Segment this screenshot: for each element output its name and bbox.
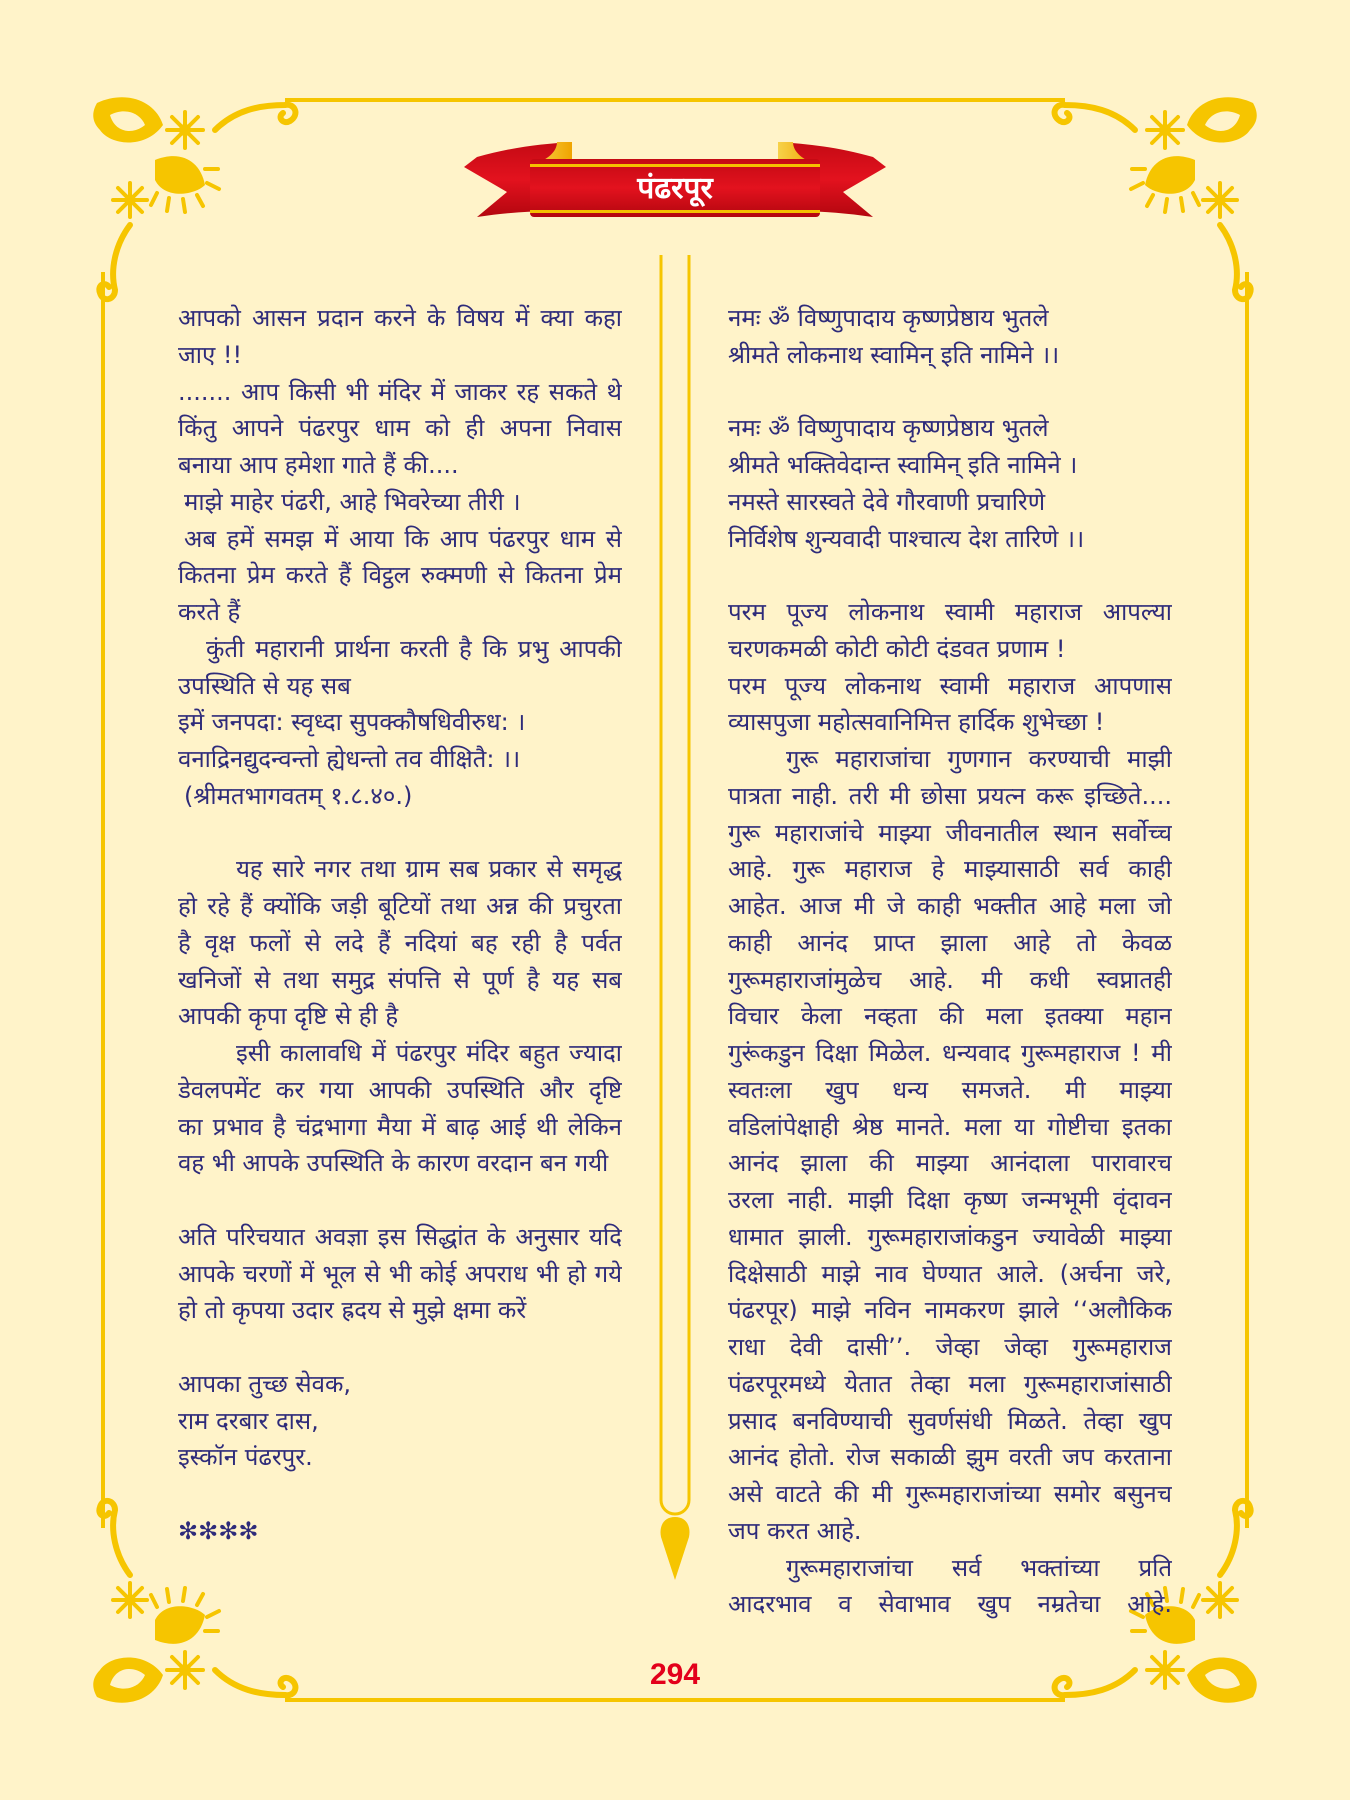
text-line: ✻✻✻✻ [178,1516,259,1545]
blank-line [728,557,1172,594]
text-line: वनाद्रिनद्युदन्वन्तो ह्येधन्तो तव वीक्षितै: ।। [178,745,521,773]
text-line: इसी कालावधि में पंढरपुर मंदिर बहुत ज्यादा [236,1039,622,1067]
blank-line [178,1329,622,1366]
text-line: आनंद झाला की माझ्या आनंदाला पारावारच [728,1149,1172,1178]
text-line: विचार केला नव्हता की मला इतक्या महान [728,1002,1172,1031]
text-line: दिक्षेसाठी माझे नाव घेण्यात आले. (अर्चना जरे, [728,1259,1172,1288]
text-line: श्रीमते लोकनाथ स्वामिन् इति नामिने ।। [728,340,1060,369]
text-line: गुरू महाराजांचा गुणगान करण्याची माझी [786,745,1172,773]
text-line: वडिलांपेक्षाही श्रेष्ठ मानते. मला या गोष्टीचा इतका [728,1112,1172,1141]
border-bottom [285,1698,1065,1702]
text-line: जाए !! [178,340,243,369]
text-line: व्यासपुजा महोत्सवानिमित्त हार्दिक शुभेच्छा ! [728,708,1105,737]
text-line: गुरूमहाराजांमुळेच आहे. मी कधी स्वप्नातही [728,965,1172,994]
text-line: करते हैं [178,598,241,626]
text-line: नमः ॐ विष्णुपादाय कृष्णप्रेष्ठाय भुतले [728,304,1049,332]
text-line: इमें जनपदा: स्वृध्दा सुपक्कौषधिवीरुध: । [178,708,526,737]
corner-ornament-top-left [85,85,315,315]
text-line: राधा देवी दासी’’. जेव्हा जेव्हा गुरूमहाराज [728,1333,1172,1361]
text-line: गुरूंकडुन दिक्षा मिळेल. धन्यवाद गुरूमहाराज ! मी [728,1039,1172,1067]
blank-line [178,815,622,852]
text-line: निर्विशेष शुन्यवादी पाश्चात्य देश तारिणे ।। [728,524,1085,553]
text-line: किंतु आपने पंढरपुर धाम को ही अपना निवास [178,414,622,443]
text-line: राम दरबार दास, [178,1406,319,1435]
page-number: 294 [649,1658,701,1691]
text-line: आनंद होतो. रोज सकाळी झुम वरती जप करताना [728,1443,1172,1472]
text-line: माझे माहेर पंढरी, आहे भिवरेच्या तीरी । [184,487,521,516]
text-line: प्रसाद बनविण्याची सुवर्णसंधी मिळते. तेव्हा खुप [728,1406,1172,1435]
text-line: असे वाटते की मी गुरूमहाराजांच्या समोर बसुनच [728,1480,1172,1508]
right-column [728,300,1172,1623]
text-line: उपस्थिति से यह सब [178,671,351,700]
border-left [101,272,105,1528]
text-line: आपकी कृपा दृष्टि से ही है [178,1002,399,1031]
text-line: काही आनंद प्राप्त झाला आहे तो केवळ [728,928,1172,957]
text-line: आहे. गुरू महाराज हे माझ्यासाठी सर्व काही [728,855,1172,884]
text-line: अति परिचयात अवज्ञा इस सिद्धांत के अनुसार यदि [178,1222,622,1251]
text-line: धामात झाली. गुरूमहाराजांकडुन ज्यावेळी माझ्या [728,1222,1172,1251]
text-line: कुंती महारानी प्रार्थना करती है कि प्रभु आपकी [206,634,622,663]
text-line: गुरू महाराजांचे माझ्या जीवनातील स्थान सर्वोच्च [728,818,1172,847]
left-column [178,300,622,1550]
text-line: है वृक्ष फलों से लदे हैं नदियां बह रही है पर्वत [178,928,622,957]
text-line: आपका तुच्छ सेवक, [178,1369,352,1398]
text-line: ....... आप किसी भी मंदिर में जाकर रह सकते थे [178,377,622,406]
text-line: बनाया आप हमेशा गाते हैं की.... [178,451,459,479]
corner-ornament-top-right [1035,85,1265,315]
text-line: पंढरपूर) माझे नविन नामकरण झाले ‘‘अलौकिक [728,1296,1172,1325]
border-right [1245,272,1249,1528]
text-line: पात्रता नाही. तरी मी छोसा प्रयत्न करू इच्छिते.... [728,781,1172,810]
text-line: आदरभाव व सेवाभाव खुप नम्रतेचा आहे. [728,1590,1172,1619]
text-line: यह सारे नगर तथा ग्राम सब प्रकार से समृद्ध [236,855,622,884]
text-line: स्वतःला खुप धन्य समजते. मी माझ्या [728,1075,1172,1104]
blank-line [178,1182,622,1219]
text-line: परम पूज्य लोकनाथ स्वामी महाराज आपल्या [728,598,1172,626]
text-line: इस्कॉन पंढरपुर. [178,1443,313,1472]
text-line: का प्रभाव है चंद्रभागा मैया में बाढ़ आई थी लेकिन [178,1112,622,1141]
text-line: खनिजों से तथा समुद्र संपत्ति से पूर्ण है यह सब [178,965,622,994]
blank-line [178,1476,622,1513]
text-line: चरणकमळी कोटी कोटी दंडवत प्रणाम ! [728,634,1066,663]
section-title: पंढरपूर [637,171,713,206]
border-top [285,98,1065,102]
text-line: आपको आसन प्रदान करने के विषय में क्या कहा [178,304,622,332]
column-divider [655,255,695,1595]
text-line: उरला नाही. माझी दिक्षा कृष्ण जन्मभूमी वृंदावन [728,1186,1172,1214]
text-line: पंढरपूरमध्ये येतात तेव्हा मला गुरूमहाराजांसाठी [728,1369,1172,1398]
text-line: कितना प्रेम करते हैं विट्ठल रुक्मणी से कितना प्रेम [178,561,622,590]
text-line: अब हमें समझ में आया कि आप पंढरपुर धाम से [184,524,622,553]
text-line: नमस्ते सारस्वते देवे गौरवाणी प्रचारिणे [728,487,1046,516]
text-line: हो रहे हैं क्योंकि जड़ी बूटियों तथा अन्न की प्रचुरता [178,892,622,920]
text-line: आहेत. आज मी जे काही भक्तीत आहे मला जो [728,892,1172,920]
text-line: श्रीमते भक्तिवेदान्त स्वामिन् इति नामिने । [728,451,1078,479]
text-line: परम पूज्य लोकनाथ स्वामी महाराज आपणास [728,671,1172,700]
text-line: गुरूमहाराजांचा सर्व भक्तांच्या प्रति [786,1553,1172,1582]
blank-line [728,374,1172,411]
text-line: नमः ॐ विष्णुपादाय कृष्णप्रेष्ठाय भुतले [728,414,1049,443]
text-line: (श्रीमतभागवतम् १.८.४०.) [184,781,413,810]
text-line: आपके चरणों में भूल से भी कोई अपराध भी हो गये [178,1259,622,1288]
text-line: जप करत आहे. [728,1516,862,1545]
text-line: हो तो कृपया उदार ह्रदय से मुझे क्षमा करें [178,1296,527,1325]
text-line: डेवलपमेंट कर गया आपकी उपस्थिति और दृष्टि [178,1075,622,1104]
text-line: वह भी आपके उपस्थिति के कारण वरदान बन गयी [178,1149,609,1178]
